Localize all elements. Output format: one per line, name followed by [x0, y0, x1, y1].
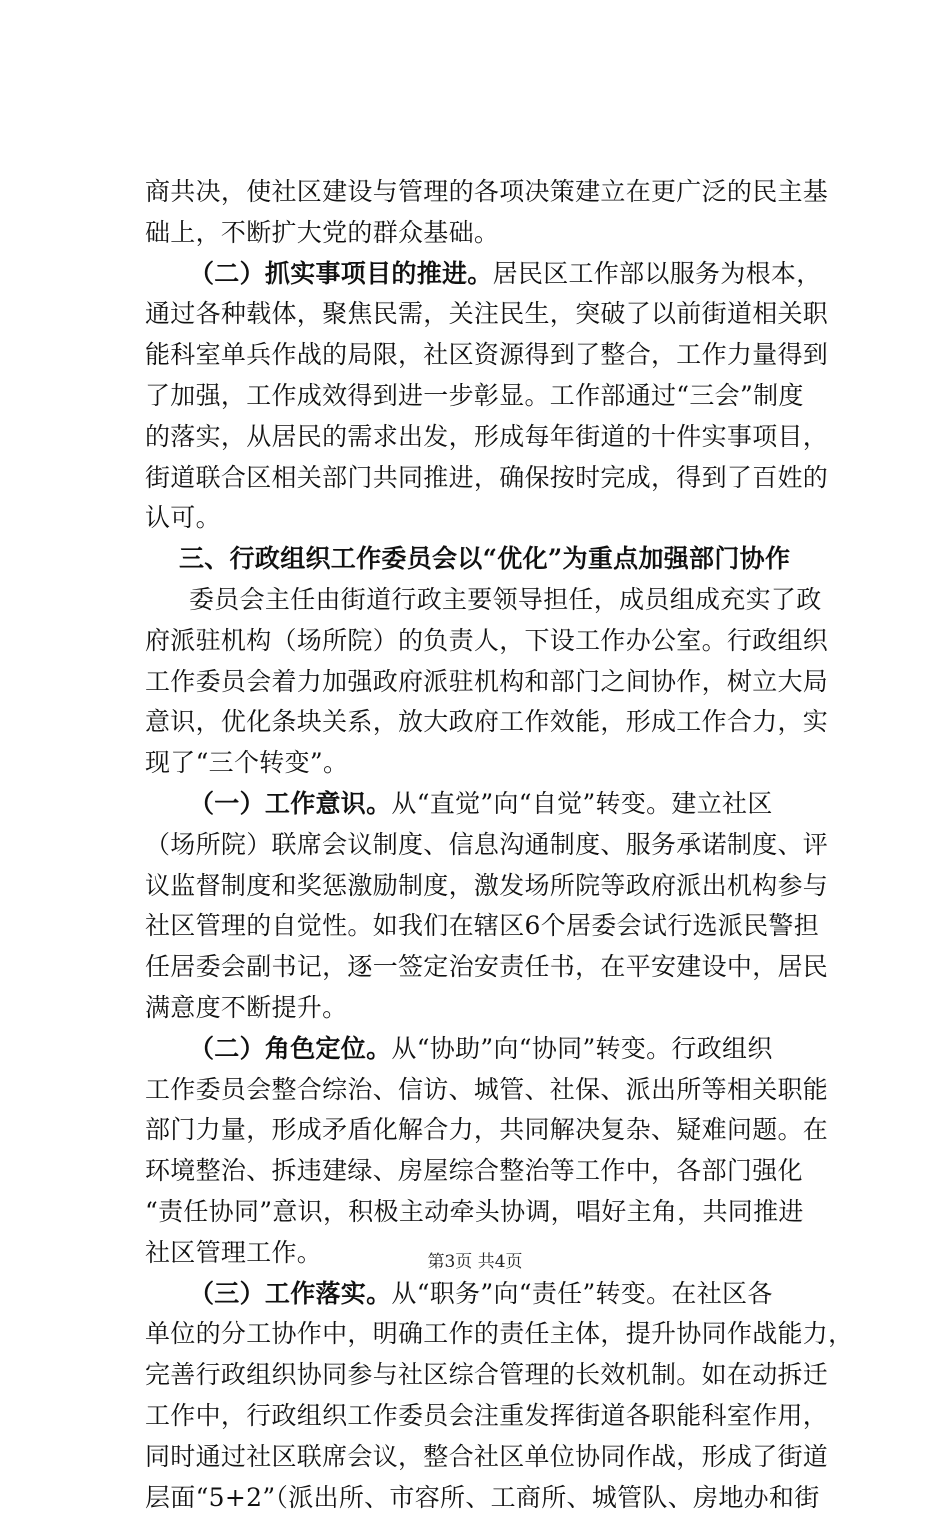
- text-line: 完善行政组织协同参与社区综合管理的长效机制。如在动拆迁: [145, 1355, 845, 1396]
- text-line: 的落实，从居民的需求出发，形成每年街道的十件实事项目，: [145, 417, 845, 458]
- text-run: 从“直觉”向“自觉”转变。建立社区: [391, 789, 772, 818]
- text-line: 层面“5+2”（派出所、市容所、工商所、城管队、房地办和街: [145, 1478, 845, 1518]
- text-line: 府派驻机构（场所院）的负责人，下设工作办公室。行政组织: [145, 621, 845, 662]
- text-line: 委员会主任由街道行政主要领导担任，成员组成充实了政: [145, 580, 845, 621]
- text-line: 部门力量，形成矛盾化解合力，共同解决复杂、疑难问题。在: [145, 1110, 845, 1151]
- text-line: 能科室单兵作战的局限，社区资源得到了整合，工作力量得到: [145, 335, 845, 376]
- text-line: 通过各种载体，聚焦民需，关注民生，突破了以前街道相关职: [145, 294, 845, 335]
- subheading: （二）抓实事项目的推进。: [189, 259, 493, 288]
- text-line: 工作委员会整合综治、信访、城管、社保、派出所等相关职能: [145, 1070, 845, 1111]
- text-line: 意识，优化条块关系，放大政府工作效能，形成工作合力，实: [145, 702, 845, 743]
- text-run: 居民区工作部以服务为根本，: [493, 259, 822, 288]
- text-line: 工作委员会着力加强政府派驻机构和部门之间协作，树立大局: [145, 662, 845, 703]
- text-line: “责任协同”意识，积极主动牵头协调，唱好主角，共同推进: [145, 1192, 845, 1233]
- text-line: 单位的分工协作中，明确工作的责任主体，提升协同作战能力，: [145, 1314, 845, 1355]
- text-run: 从“职务”向“责任”转变。在社区各: [391, 1279, 772, 1308]
- subheading: （一）工作意识。: [189, 789, 391, 818]
- document-body: [145, 172, 845, 1518]
- paragraph-subheading-line: [145, 254, 845, 295]
- text-line: 环境整治、拆违建绿、房屋综合整治等工作中，各部门强化: [145, 1151, 845, 1192]
- text-line: 社区管理工作。: [145, 1233, 845, 1274]
- text-line: （场所院）联席会议制度、信息沟通制度、服务承诺制度、评: [145, 825, 845, 866]
- text-line: 了加强，工作成效得到进一步彰显。工作部通过“三会”制度: [145, 376, 845, 417]
- paragraph-subheading-line: [145, 784, 845, 825]
- paragraph-subheading-line: [145, 1029, 845, 1070]
- subheading: （二）角色定位。: [189, 1034, 391, 1063]
- subheading: （三）工作落实。: [189, 1279, 391, 1308]
- text-line: 满意度不断提升。: [145, 988, 845, 1029]
- text-line: 商共决，使社区建设与管理的各项决策建立在更广泛的民主基: [145, 172, 845, 213]
- paragraph-subheading-line: [145, 1274, 845, 1315]
- text-line: 同时通过社区联席会议，整合社区单位协同作战，形成了街道: [145, 1437, 845, 1478]
- text-line: 现了“三个转变”。: [145, 743, 845, 784]
- text-line: 议监督制度和奖惩激励制度，激发场所院等政府派出机构参与: [145, 866, 845, 907]
- section-heading: 三、行政组织工作委员会以“优化”为重点加强部门协作: [145, 539, 845, 580]
- page-number-footer: 第3页 共4页: [0, 1247, 950, 1272]
- text-run: 从“协助”向“协同”转变。行政组织: [391, 1034, 772, 1063]
- text-line: 街道联合区相关部门共同推进，确保按时完成，得到了百姓的: [145, 458, 845, 499]
- text-line: 社区管理的自觉性。如我们在辖区6个居委会试行选派民警担: [145, 906, 845, 947]
- text-line: 础上，不断扩大党的群众基础。: [145, 213, 845, 254]
- text-line: 工作中，行政组织工作委员会注重发挥街道各职能科室作用，: [145, 1396, 845, 1437]
- text-line: 认可。: [145, 498, 845, 539]
- text-line: 任居委会副书记，逐一签定治安责任书，在平安建设中，居民: [145, 947, 845, 988]
